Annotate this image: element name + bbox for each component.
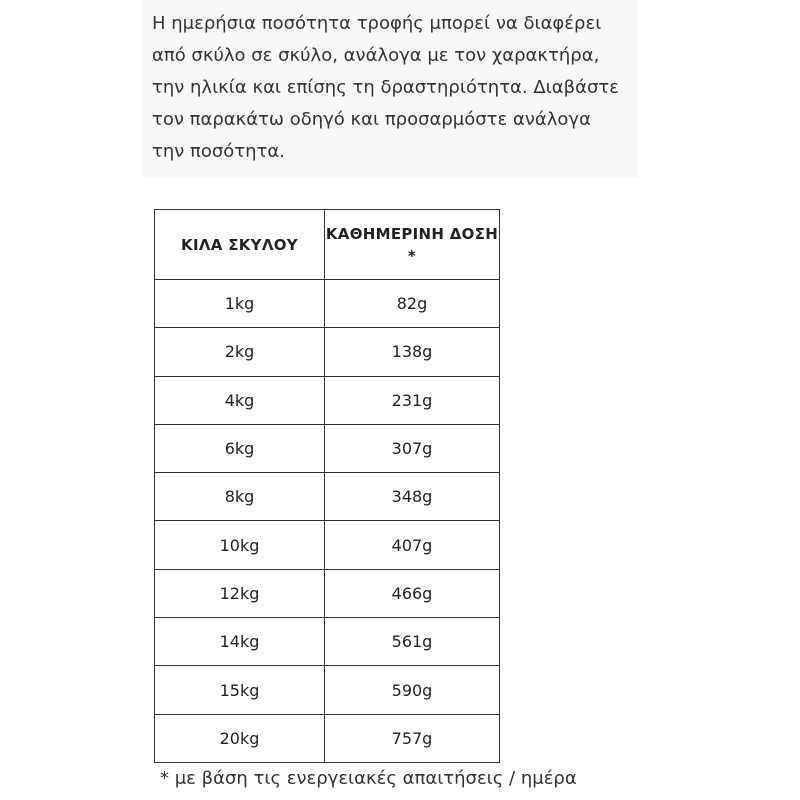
dose-cell: 590g (325, 666, 500, 714)
dose-cell: 82g (325, 280, 500, 328)
dose-cell: 348g (325, 473, 500, 521)
weight-cell: 4kg (155, 376, 325, 424)
weight-cell: 20kg (155, 714, 325, 762)
weight-cell: 6kg (155, 424, 325, 472)
dose-column-header: ΚΑΘΗΜΕΡΙΝΗ ΔΟΣΗ * (325, 210, 500, 280)
footnote: * με βάση τις ενεργειακές απαιτήσεις / ημέρα (160, 768, 577, 789)
feeding-table (154, 209, 500, 763)
weight-cell: 1kg (155, 280, 325, 328)
table-row (155, 328, 500, 376)
weight-column-header: ΚΙΛΑ ΣΚΥΛΟΥ (155, 210, 325, 280)
table-row (155, 618, 500, 666)
table-row (155, 569, 500, 617)
weight-cell: 10kg (155, 521, 325, 569)
table-row (155, 376, 500, 424)
weight-cell: 12kg (155, 569, 325, 617)
table-row (155, 714, 500, 762)
table-row (155, 280, 500, 328)
weight-cell: 14kg (155, 618, 325, 666)
dose-cell: 407g (325, 521, 500, 569)
intro-text: Η ημερήσια ποσότητα τροφής μπορεί να διαφέρει από σκύλο σε σκύλο, ανάλογα με τον χαρακτήρα, την ηλικία και επίσης τη δραστηριότητα. Διαβάστε τον παρακάτω οδηγό και προσαρμόστε ανάλογα την ποσότητα. (152, 13, 619, 162)
weight-cell: 8kg (155, 473, 325, 521)
weight-cell: 15kg (155, 666, 325, 714)
dose-cell: 307g (325, 424, 500, 472)
weight-cell: 2kg (155, 328, 325, 376)
dose-cell: 757g (325, 714, 500, 762)
table-row (155, 521, 500, 569)
dose-cell: 466g (325, 569, 500, 617)
dose-cell: 231g (325, 376, 500, 424)
dose-cell: 138g (325, 328, 500, 376)
dose-cell: 561g (325, 618, 500, 666)
table-row (155, 424, 500, 472)
table-header-row (155, 210, 500, 280)
table-row (155, 666, 500, 714)
table-row (155, 473, 500, 521)
